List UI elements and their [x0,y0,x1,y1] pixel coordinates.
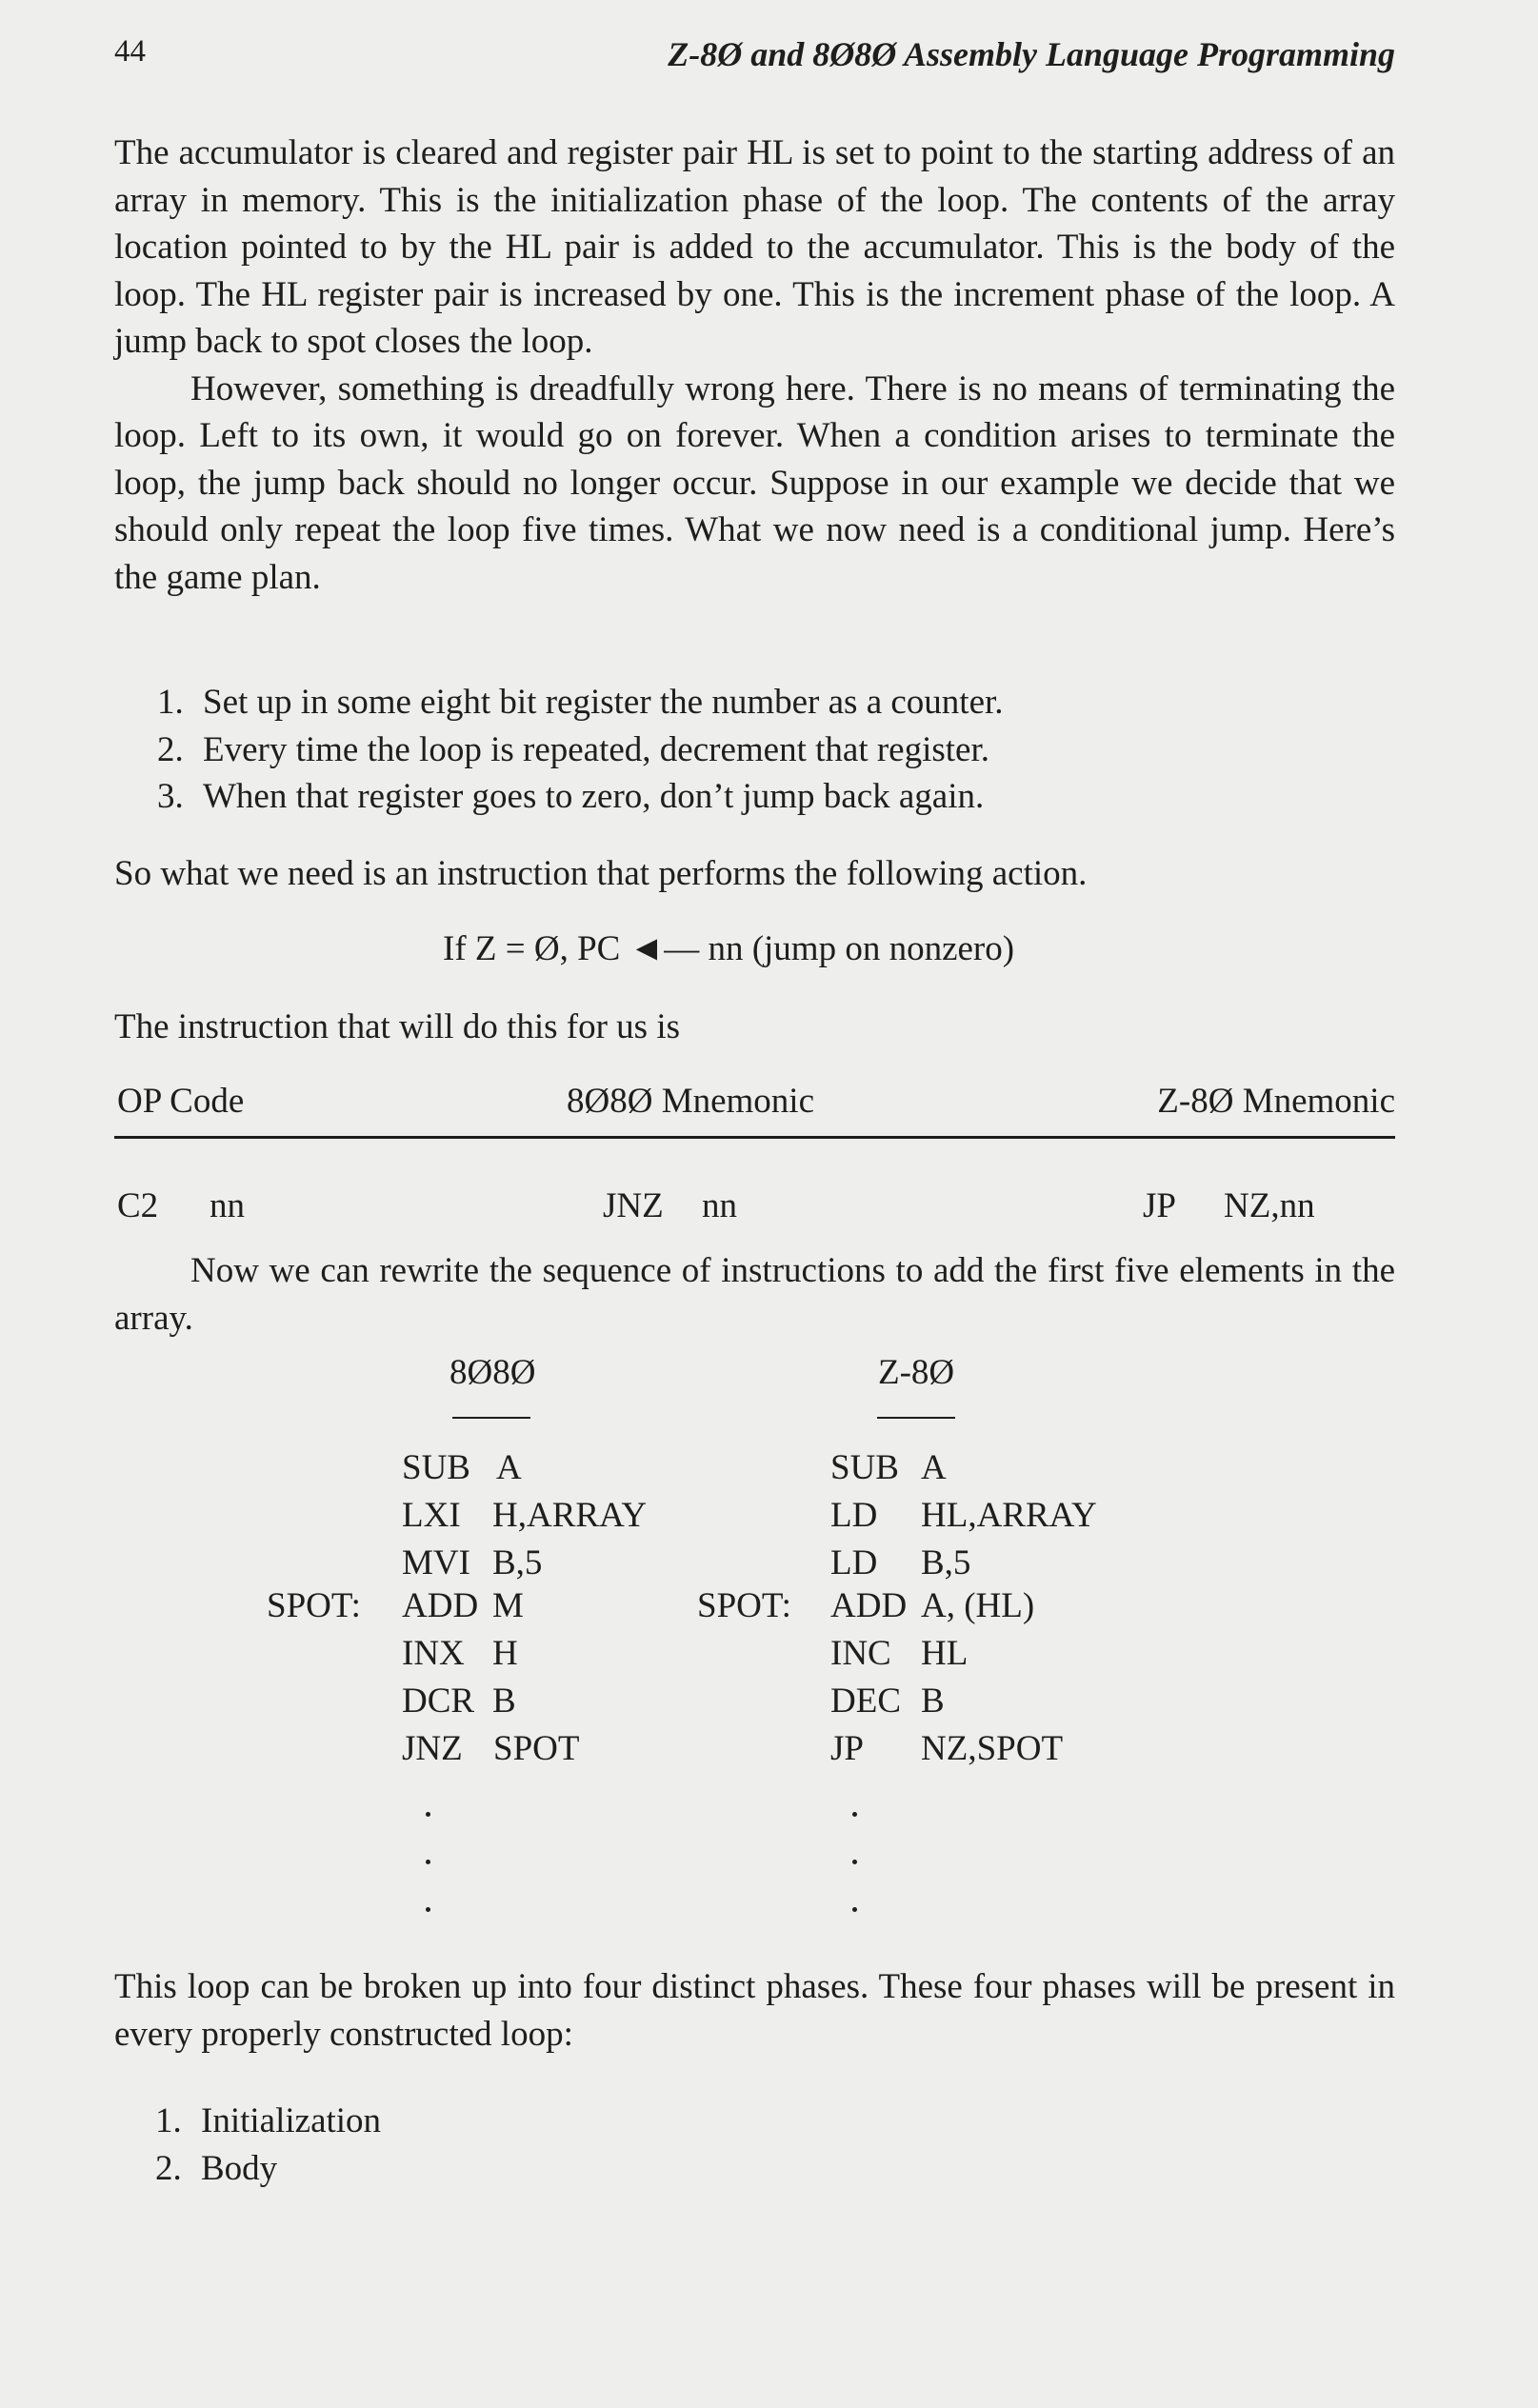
ellipsis-dot [426,1907,430,1912]
code-line-8080-op: DCR [402,1682,475,1721]
list-item: 1. Initialization [155,2101,382,2140]
code-line-8080-arg: H [492,1634,518,1673]
code-line-8080-arg: M [492,1586,524,1625]
code-line-8080-arg: SPOT [493,1729,580,1768]
column-head-8080: 8Ø8Ø [449,1353,536,1392]
code-line-z80-op: INC [830,1634,891,1673]
opcode-table [114,1081,1395,1233]
label-spot-8080: SPOT: [267,1586,361,1625]
paragraph-initialization: The accumulator is cleared and register pair HL is set to point to the starting address of an array in memory. This is the initialization phase of the loop. The contents of the array location pointed to by the HL pair is added to the accumulator. This is the body of the loop. The HL register pair is increased by one. This is the increment phase of the loop. A jump back to spot closes the loop. [114,133,1395,361]
list-item: 3. When that register goes to zero, don’t jump back again. [157,777,985,816]
column-rule-z80 [877,1417,955,1419]
code-line-8080-op: LXI [402,1496,461,1535]
table-row [114,1185,1395,1233]
header-opcode: OP Code [117,1082,245,1121]
table-header-row [114,1081,1395,1128]
code-line-8080-arg: B [492,1682,516,1721]
code-line-8080-op: MVI [402,1543,470,1582]
phases-list [155,2098,381,2192]
running-title: Z-8Ø and 8Ø8Ø Assembly Language Programming [668,35,1395,73]
code-line-8080-arg: H,ARRAY [492,1496,648,1535]
code-line-z80-arg: A [921,1448,947,1487]
code-line-z80-op: SUB [830,1448,899,1487]
ellipsis-dot [426,1860,430,1864]
header-z80-mnemonic: Z-8Ø Mnemonic [1157,1082,1395,1121]
list-item: 2. Every time the loop is repeated, decrement that register. [157,729,990,769]
paragraph-termination: However, something is dreadfully wrong here. There is no means of terminating the loop. Left to its own, it would go on forever. When a condition arises to terminate the loop, the jump back should no longer occur. Suppose in our example we decide that we should only repeat the loop five times. What we now need is a conditional jump. Here’s the game plan. [114,368,1395,597]
code-line-z80-op: JP [830,1729,864,1768]
instruction-intro: The instruction that will do this for us is [114,1007,681,1046]
column-head-z80: Z-8Ø [878,1353,955,1392]
mnemonic-8080: JNZ [603,1186,664,1225]
mnemonic-z80: JP [1143,1186,1176,1225]
opcode-operand: nn [210,1186,245,1225]
code-line-z80-arg: HL [921,1634,969,1673]
header-8080-mnemonic: 8Ø8Ø Mnemonic [567,1082,814,1121]
code-line-z80-op: LD [830,1496,878,1535]
phases-intro: This loop can be broken up into four distinct phases. These four phases will be present in every properly constructed loop: [114,1967,1395,2054]
code-line-8080-arg: A [496,1448,522,1487]
running-head [114,34,1395,82]
table-rule [114,1136,1395,1139]
code-line-8080-op: INX [402,1634,465,1673]
code-line-z80-arg: B,5 [921,1543,971,1582]
jump-formula: If Z = Ø, PC ◄— nn (jump on nonzero) [443,929,1015,968]
code-line-z80-arg: HL,ARRAY [921,1496,1097,1535]
action-intro: So what we need is an instruction that performs the following action. [114,854,1088,893]
opcode: C2 [117,1186,159,1225]
code-line-8080-op: ADD [402,1586,479,1625]
ellipsis-dot [852,1907,857,1912]
code-line-z80-op: ADD [830,1586,908,1625]
list-item: 1. Set up in some eight bit register the number as a counter. [157,683,1004,722]
list-item: 2. Body [155,2148,278,2188]
code-line-z80-op: LD [830,1543,878,1582]
page-number: 44 [114,34,146,69]
operand-8080: nn [702,1186,737,1225]
code-line-8080-op: SUB [402,1448,470,1487]
code-line-8080-op: JNZ [402,1729,463,1768]
code-line-z80-op: DEC [830,1682,901,1721]
code-line-z80-arg: NZ,SPOT [921,1729,1064,1768]
rewrite-intro: Now we can rewrite the sequence of instructions to add the first five elements in the array. [114,1251,1395,1338]
plan-list [157,679,1004,821]
ellipsis-dot [852,1860,857,1864]
code-line-z80-arg: A, (HL) [921,1586,1035,1625]
operand-z80: NZ,nn [1224,1186,1315,1225]
ellipsis-dot [852,1812,857,1817]
ellipsis-dot [426,1812,430,1817]
code-line-z80-arg: B [921,1682,945,1721]
label-spot-z80: SPOT: [697,1586,791,1625]
intro-text [114,129,1395,601]
code-line-8080-arg: B,5 [492,1543,543,1582]
column-rule-8080 [452,1417,530,1419]
